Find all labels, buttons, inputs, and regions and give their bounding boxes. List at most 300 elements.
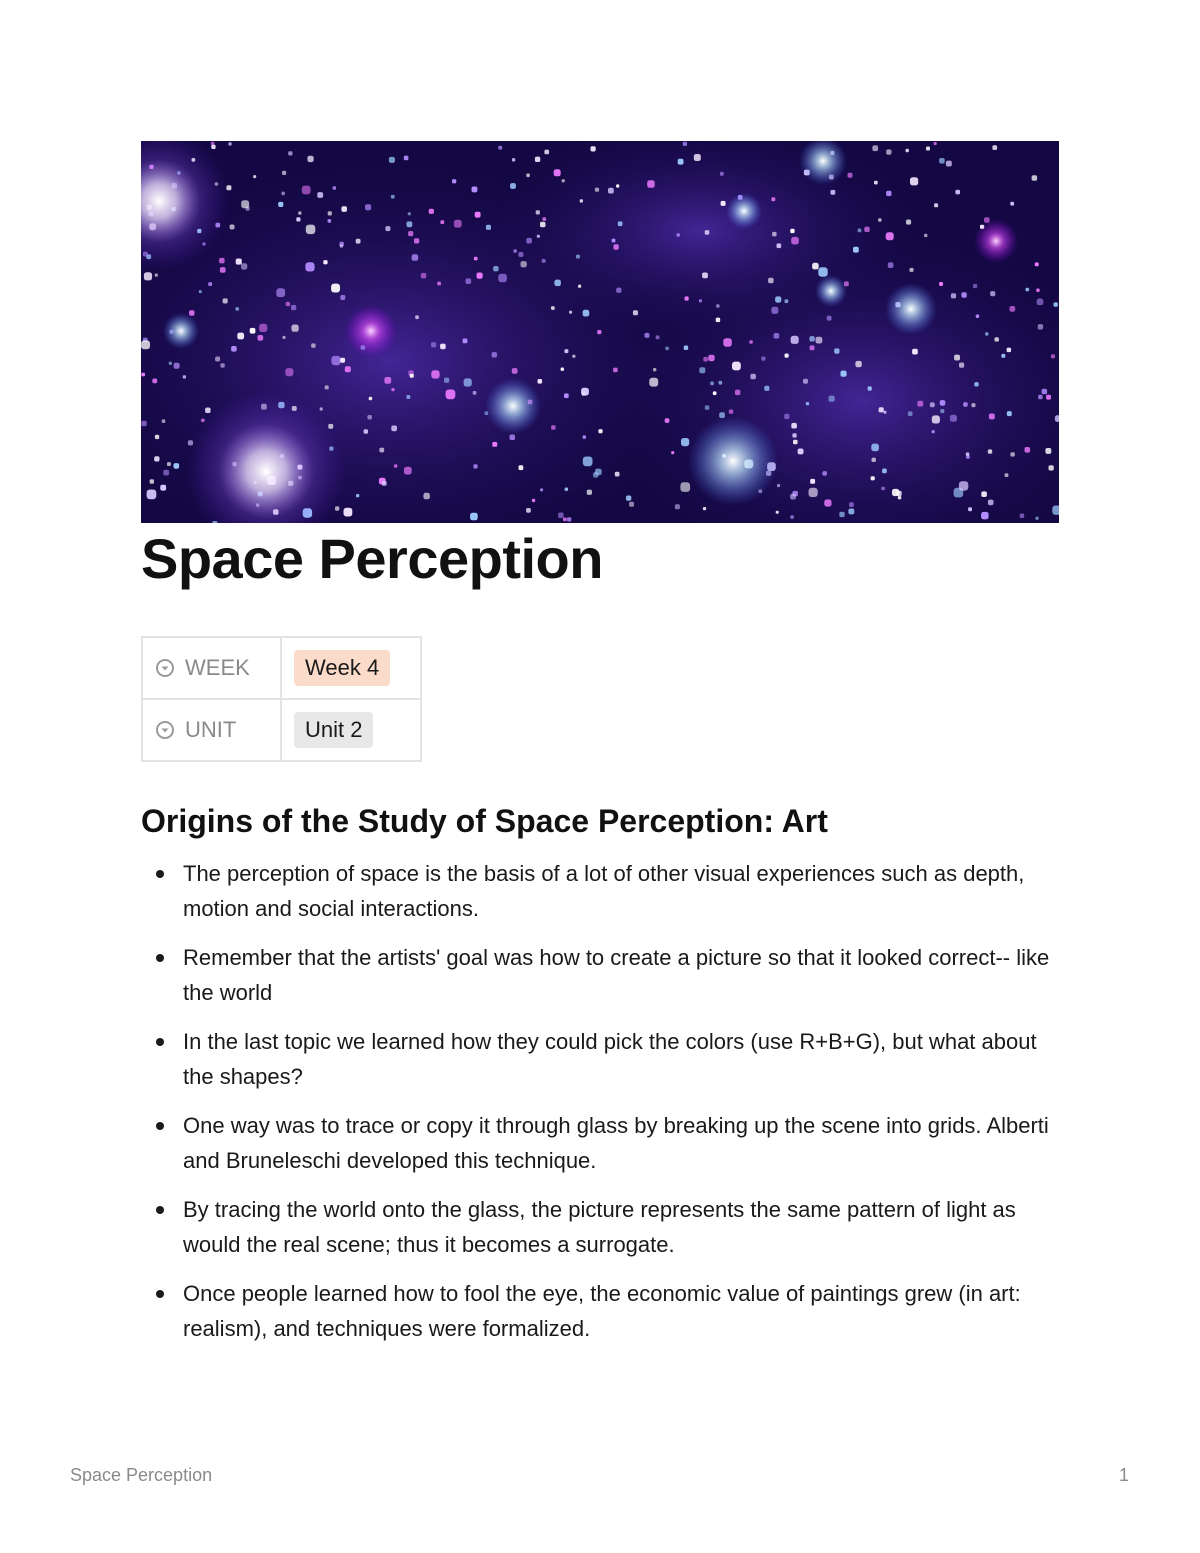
- star: [391, 388, 394, 391]
- star: [340, 244, 343, 247]
- star: [569, 311, 572, 314]
- star: [410, 374, 414, 378]
- star: [955, 190, 960, 195]
- star: [302, 186, 311, 195]
- star: [345, 366, 351, 372]
- star: [526, 174, 530, 178]
- star: [440, 220, 444, 224]
- star: [385, 226, 390, 231]
- star: [356, 239, 361, 244]
- star: [612, 239, 616, 243]
- star: [298, 211, 301, 214]
- list-item: [141, 1276, 1061, 1346]
- star: [721, 201, 726, 206]
- star: [772, 232, 777, 237]
- star: [1055, 415, 1059, 422]
- star: [437, 282, 441, 286]
- star: [716, 304, 720, 308]
- list-item: [141, 1024, 1061, 1094]
- star: [849, 502, 854, 507]
- star: [710, 382, 714, 386]
- star: [858, 229, 862, 233]
- star: [365, 204, 371, 210]
- star: [341, 206, 347, 212]
- star: [834, 348, 839, 353]
- star: [656, 335, 660, 339]
- star: [580, 199, 583, 202]
- star: [406, 395, 410, 399]
- star: [872, 458, 876, 462]
- star: [429, 209, 434, 214]
- list-item-text: In the last topic we learned how they could pick the colors (use R+B+G), but what about the shapes?: [183, 1029, 1037, 1089]
- star: [771, 197, 775, 201]
- star: [774, 333, 780, 339]
- star: [412, 254, 419, 261]
- star: [578, 285, 581, 288]
- star: [1037, 299, 1044, 306]
- star: [466, 278, 472, 284]
- star: [716, 318, 721, 323]
- star: [735, 390, 741, 396]
- star: [472, 187, 478, 193]
- star: [167, 462, 171, 466]
- star: [720, 172, 724, 176]
- star: [147, 490, 157, 500]
- star: [595, 188, 599, 192]
- star: [810, 479, 815, 484]
- star: [282, 171, 286, 175]
- page-title: Space Perception: [141, 527, 603, 590]
- cover-image: [141, 141, 1059, 523]
- star: [391, 426, 397, 432]
- star: [286, 302, 291, 307]
- star: [597, 330, 601, 334]
- star: [444, 378, 449, 383]
- star: [340, 295, 345, 300]
- star: [882, 469, 887, 474]
- star: [1035, 262, 1039, 266]
- star: [331, 356, 340, 365]
- star: [474, 257, 478, 261]
- star: [792, 433, 796, 437]
- star: [554, 280, 561, 287]
- starfield-galaxy-image: [141, 141, 1059, 523]
- star: [331, 284, 340, 293]
- star: [809, 488, 818, 497]
- star: [306, 225, 316, 235]
- bullet-dot-icon: [156, 870, 164, 878]
- star: [565, 488, 569, 492]
- star: [486, 225, 491, 230]
- star: [1049, 465, 1054, 470]
- star: [328, 219, 332, 223]
- star: [1054, 302, 1058, 306]
- star: [974, 382, 978, 386]
- star: [816, 337, 823, 344]
- star: [344, 508, 353, 517]
- star: [367, 415, 372, 420]
- star: [961, 292, 966, 297]
- star: [705, 230, 710, 235]
- star: [561, 368, 564, 371]
- star: [645, 333, 650, 338]
- star: [803, 379, 808, 384]
- star: [183, 375, 186, 378]
- star: [540, 222, 546, 228]
- star: [141, 421, 146, 426]
- star: [1051, 354, 1055, 358]
- star: [408, 231, 413, 236]
- star: [536, 210, 540, 214]
- select-property-icon: [155, 658, 175, 678]
- star: [598, 429, 602, 433]
- star: [583, 457, 593, 467]
- star: [818, 267, 827, 276]
- star: [930, 402, 935, 407]
- star: [223, 298, 228, 303]
- star: [311, 343, 316, 348]
- star: [513, 249, 517, 253]
- star: [237, 333, 244, 340]
- star: [616, 288, 621, 293]
- star: [864, 227, 869, 232]
- star: [1046, 395, 1051, 400]
- star: [208, 282, 212, 286]
- star: [253, 175, 256, 178]
- star: [793, 440, 798, 445]
- star: [463, 339, 468, 344]
- star: [785, 354, 789, 358]
- star: [868, 386, 872, 390]
- star: [992, 145, 997, 150]
- property-value-week[interactable]: [281, 637, 421, 699]
- star: [829, 396, 835, 402]
- star: [608, 188, 614, 194]
- star: [839, 512, 844, 517]
- star: [364, 429, 368, 433]
- star: [951, 293, 956, 298]
- star: [848, 509, 854, 515]
- star: [454, 220, 462, 228]
- star: [626, 496, 631, 501]
- star: [369, 397, 373, 401]
- star: [281, 192, 285, 196]
- star: [881, 487, 885, 491]
- star: [543, 217, 547, 221]
- star: [809, 336, 814, 341]
- star: [414, 238, 419, 243]
- star: [250, 328, 256, 334]
- star: [963, 402, 968, 407]
- star: [583, 310, 590, 317]
- star: [323, 260, 327, 264]
- star: [677, 233, 680, 236]
- star: [1052, 506, 1059, 515]
- star: [538, 379, 543, 384]
- star: [775, 296, 781, 302]
- star: [790, 494, 796, 500]
- star: [908, 411, 913, 416]
- select-property-icon: [155, 720, 175, 740]
- footer-page-number: 1: [1118, 1465, 1129, 1485]
- star: [230, 225, 235, 230]
- star: [1010, 202, 1014, 206]
- star: [544, 150, 549, 155]
- star: [492, 352, 497, 357]
- star: [382, 481, 387, 486]
- star: [776, 511, 779, 514]
- list-item-text: By tracing the world onto the glass, the picture represents the same pattern of light as would the real scene; thus it becomes a surrogate.: [183, 1197, 1016, 1257]
- star: [1020, 514, 1024, 519]
- star: [1025, 447, 1031, 453]
- star: [231, 346, 237, 352]
- star: [493, 266, 498, 271]
- star: [878, 218, 882, 222]
- bullet-dot-icon: [156, 1206, 164, 1214]
- star: [283, 336, 286, 339]
- star: [305, 262, 314, 271]
- star: [356, 494, 359, 497]
- list-item: [141, 856, 1061, 926]
- star: [389, 157, 395, 163]
- star: [683, 142, 687, 146]
- star: [872, 145, 878, 151]
- star: [554, 169, 561, 176]
- star: [694, 154, 701, 161]
- star: [328, 211, 332, 215]
- star: [241, 263, 247, 269]
- star: [144, 272, 152, 280]
- star: [917, 401, 923, 407]
- star: [551, 306, 555, 310]
- star: [285, 368, 293, 376]
- star: [934, 203, 938, 207]
- list-item-text: Once people learned how to fool the eye, the economic value of paintings grew (in art: realism), and techniques were formalized.: [183, 1281, 1021, 1341]
- star: [940, 400, 946, 406]
- star: [404, 467, 412, 475]
- star: [526, 508, 531, 513]
- star: [211, 145, 215, 149]
- star: [613, 368, 618, 373]
- list-item-text: One way was to trace or copy it through glass by breaking up the scene into grids. Alberti and Bruneleschi developed this technique.: [183, 1113, 1049, 1173]
- star: [981, 491, 987, 497]
- star: [510, 435, 516, 441]
- property-key-unit[interactable]: [142, 699, 281, 761]
- star: [498, 274, 507, 283]
- star: [1001, 354, 1005, 358]
- star: [959, 481, 968, 490]
- star: [855, 361, 861, 367]
- star: [988, 500, 994, 506]
- star: [291, 325, 298, 332]
- star: [431, 370, 439, 378]
- star: [150, 479, 154, 483]
- star: [567, 517, 571, 521]
- star: [276, 288, 285, 297]
- star: [154, 456, 159, 461]
- star: [684, 346, 689, 351]
- star: [784, 414, 789, 419]
- star: [595, 469, 602, 476]
- star: [708, 355, 715, 362]
- star: [871, 444, 879, 452]
- star: [278, 202, 283, 207]
- star: [537, 235, 540, 238]
- star: [519, 465, 524, 470]
- list-item-text: Remember that the artists' goal was how to create a picture so that it looked correct-- like the world: [183, 945, 1050, 1005]
- star: [236, 259, 242, 265]
- star: [616, 184, 619, 187]
- star: [973, 284, 977, 288]
- star: [542, 259, 546, 263]
- star: [1032, 175, 1038, 181]
- star: [296, 217, 300, 221]
- section-heading: Origins of the Study of Space Perception: Art: [141, 803, 828, 839]
- star: [824, 499, 831, 506]
- star: [886, 149, 891, 154]
- star: [699, 367, 705, 373]
- star: [771, 307, 778, 314]
- star: [613, 244, 618, 249]
- star: [423, 493, 430, 500]
- star: [288, 151, 292, 155]
- star: [790, 515, 794, 519]
- star: [333, 186, 337, 190]
- star: [995, 337, 999, 341]
- star: [968, 507, 972, 511]
- star: [564, 349, 568, 353]
- star: [790, 229, 794, 233]
- star: [768, 278, 774, 284]
- star: [954, 355, 960, 361]
- star: [155, 435, 159, 439]
- star: [199, 290, 202, 293]
- star: [884, 411, 887, 414]
- star: [464, 378, 472, 386]
- star: [160, 485, 166, 491]
- star: [976, 315, 980, 319]
- star: [888, 262, 894, 268]
- star: [174, 363, 180, 369]
- star: [886, 232, 894, 240]
- star: [1010, 306, 1016, 312]
- star: [215, 357, 220, 362]
- star: [703, 507, 706, 510]
- star: [152, 379, 157, 384]
- star: [407, 221, 413, 227]
- bullet-dot-icon: [156, 1122, 164, 1130]
- star: [981, 512, 989, 520]
- star: [934, 142, 937, 145]
- star: [572, 355, 575, 358]
- star: [791, 336, 799, 344]
- bullet-dot-icon: [156, 954, 164, 962]
- property-value-unit[interactable]: [281, 699, 421, 761]
- star: [732, 362, 741, 371]
- star: [810, 345, 815, 350]
- star: [653, 368, 656, 371]
- star: [723, 338, 732, 347]
- star: [1010, 452, 1014, 456]
- star: [492, 442, 497, 447]
- star: [777, 243, 782, 248]
- star: [950, 415, 957, 422]
- star: [629, 502, 634, 507]
- star: [785, 299, 789, 303]
- star: [558, 513, 564, 519]
- star: [404, 156, 409, 161]
- star: [477, 273, 483, 279]
- star: [320, 407, 323, 410]
- star: [141, 340, 150, 349]
- star: [798, 449, 804, 455]
- star: [563, 518, 567, 522]
- star: [518, 252, 523, 257]
- star: [470, 513, 478, 521]
- star: [535, 157, 540, 162]
- star: [680, 482, 690, 492]
- star: [939, 158, 945, 164]
- star: [512, 368, 518, 374]
- star: [719, 381, 723, 385]
- star: [532, 499, 535, 502]
- bullet-dot-icon: [156, 1038, 164, 1046]
- star: [1036, 289, 1040, 293]
- star: [1038, 324, 1043, 329]
- star: [591, 146, 596, 151]
- star: [853, 247, 859, 253]
- star: [713, 391, 717, 395]
- property-key-week[interactable]: [142, 637, 281, 699]
- star: [764, 386, 769, 391]
- star: [615, 472, 620, 477]
- star: [618, 221, 623, 226]
- star: [220, 267, 226, 273]
- star: [841, 371, 847, 377]
- star: [649, 378, 658, 387]
- star: [702, 273, 708, 279]
- star: [750, 374, 756, 380]
- star: [141, 373, 145, 377]
- star: [431, 342, 436, 347]
- star: [155, 274, 158, 277]
- star: [205, 408, 211, 414]
- star: [540, 488, 543, 491]
- property-key-label: WEEK: [185, 655, 250, 680]
- star: [421, 273, 427, 279]
- star: [291, 305, 296, 310]
- star: [791, 237, 799, 245]
- star: [325, 385, 329, 389]
- star: [831, 190, 836, 195]
- star: [440, 344, 446, 350]
- star: [822, 471, 827, 476]
- star: [940, 409, 944, 413]
- star: [681, 438, 689, 446]
- star: [946, 161, 952, 167]
- star: [910, 177, 918, 185]
- star: [1005, 473, 1009, 477]
- star: [761, 357, 765, 361]
- star: [989, 414, 995, 420]
- star: [498, 146, 502, 150]
- star: [189, 310, 195, 316]
- star: [886, 191, 891, 196]
- star: [446, 390, 456, 400]
- footer-title: Space Perception: [70, 1465, 213, 1485]
- star: [384, 377, 391, 384]
- star: [1026, 288, 1030, 292]
